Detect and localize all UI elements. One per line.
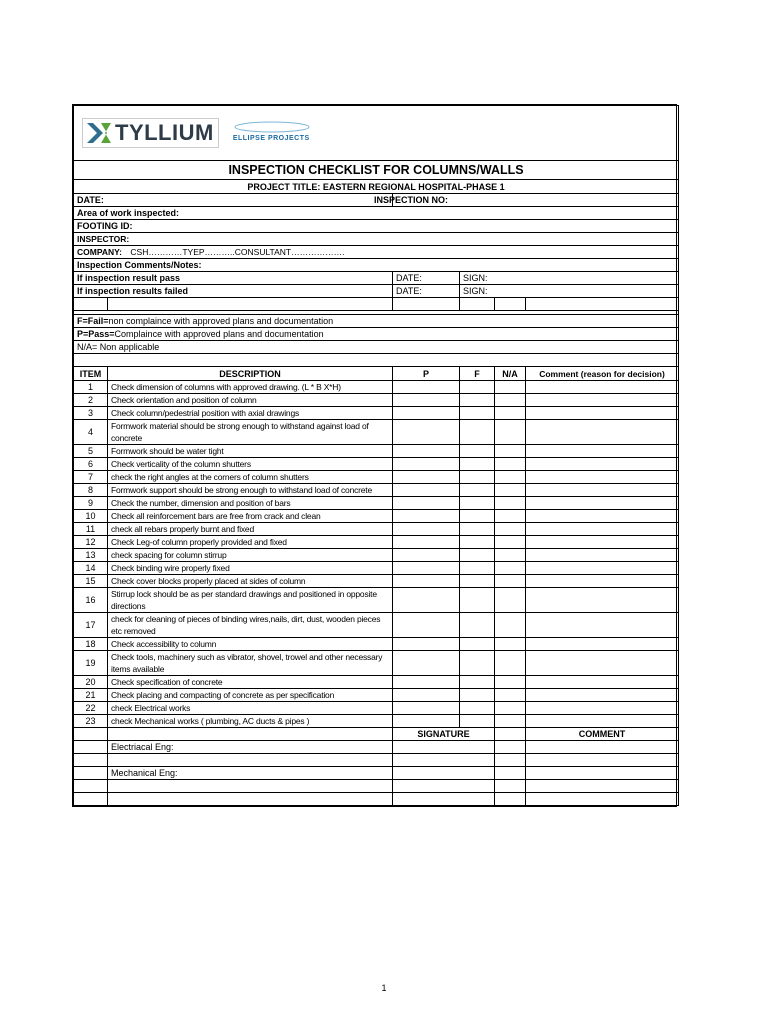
table-row	[74, 407, 679, 420]
pass-cell[interactable]	[393, 420, 460, 445]
item-description: Formwork support should be strong enough to withstand load of concrete	[108, 484, 393, 497]
footing-label: FOOTING ID:	[74, 220, 679, 233]
blank-row	[74, 298, 679, 311]
item-number: 13	[74, 549, 108, 562]
comment-cell[interactable]	[526, 445, 679, 458]
tyllium-logo	[82, 118, 219, 148]
item-number: 3	[74, 407, 108, 420]
page-number: 1	[381, 983, 387, 993]
header-fail: F	[460, 367, 495, 381]
item-number: 15	[74, 575, 108, 588]
comment-cell[interactable]	[526, 523, 679, 536]
pass-cell[interactable]	[393, 613, 460, 638]
comment-cell[interactable]	[526, 575, 679, 588]
pass-date-label: DATE:	[393, 272, 460, 285]
pass-cell[interactable]	[393, 588, 460, 613]
table-row	[74, 575, 679, 588]
fail-cell[interactable]	[460, 523, 495, 536]
header-na: N/A	[495, 367, 526, 381]
fail-cell[interactable]	[460, 471, 495, 484]
comment-cell[interactable]	[526, 420, 679, 445]
item-number: 10	[74, 510, 108, 523]
na-cell[interactable]	[495, 689, 526, 702]
pass-cell[interactable]	[393, 484, 460, 497]
comment-cell[interactable]	[526, 676, 679, 689]
item-number: 6	[74, 458, 108, 471]
na-cell[interactable]	[495, 562, 526, 575]
comment-cell[interactable]	[526, 510, 679, 523]
fail-cell[interactable]	[460, 536, 495, 549]
item-number: 5	[74, 445, 108, 458]
fail-date-label: DATE:	[393, 285, 460, 298]
item-description: Formwork should be water tight	[108, 445, 393, 458]
item-number: 1	[74, 381, 108, 394]
item-number: 21	[74, 689, 108, 702]
company-label: COMPANY:	[77, 247, 123, 257]
header-comment: Comment (reason for decision)	[526, 367, 679, 381]
table-row	[74, 676, 679, 689]
fail-cell[interactable]	[460, 407, 495, 420]
na-cell[interactable]	[495, 702, 526, 715]
item-description: check all rebars properly burnt and fixed	[108, 523, 393, 536]
pass-cell[interactable]	[393, 689, 460, 702]
item-description: check for cleaning of pieces of binding wires,nails, dirt, dust, wooden pieces etc removed	[108, 613, 393, 638]
item-description: Check column/pedestrial position with axial drawings	[108, 407, 393, 420]
mechanical-eng-label: Mechanical Eng:	[108, 767, 393, 780]
item-description: Check tools, machinery such as vibrator, shovel, trowel and other necessary items available	[108, 651, 393, 676]
item-description: Check orientation and position of column	[108, 394, 393, 407]
item-description: Check specification of concrete	[108, 676, 393, 689]
checklist-items	[74, 381, 679, 728]
area-label: Area of work inspected:	[74, 207, 679, 220]
electrical-row	[74, 741, 679, 754]
pass-cell[interactable]	[393, 562, 460, 575]
na-cell[interactable]	[495, 575, 526, 588]
ellipse-swoosh-icon	[233, 121, 311, 133]
na-cell[interactable]	[495, 445, 526, 458]
pass-cell[interactable]	[393, 715, 460, 728]
pass-cell[interactable]	[393, 445, 460, 458]
fail-result-label: If inspection results failed	[74, 285, 393, 298]
pass-cell[interactable]	[393, 523, 460, 536]
item-number: 23	[74, 715, 108, 728]
item-number: 22	[74, 702, 108, 715]
item-number: 12	[74, 536, 108, 549]
na-cell[interactable]	[495, 549, 526, 562]
pass-cell[interactable]	[393, 651, 460, 676]
na-cell[interactable]	[495, 536, 526, 549]
comment-cell[interactable]	[526, 651, 679, 676]
item-number: 9	[74, 497, 108, 510]
item-number: 19	[74, 651, 108, 676]
na-cell[interactable]	[495, 407, 526, 420]
comment-cell[interactable]	[526, 702, 679, 715]
inspection-sheet	[72, 104, 677, 807]
table-row	[74, 420, 679, 445]
table-row	[74, 549, 679, 562]
item-description: Formwork material should be strong enough to withstand against load of concrete	[108, 420, 393, 445]
table-header-row	[74, 367, 679, 381]
comment-cell[interactable]	[526, 484, 679, 497]
comment-cell[interactable]	[526, 588, 679, 613]
item-number: 11	[74, 523, 108, 536]
fail-cell[interactable]	[460, 420, 495, 445]
item-description: Check placing and compacting of concrete as per specification	[108, 689, 393, 702]
na-cell[interactable]	[495, 484, 526, 497]
pass-cell[interactable]	[393, 510, 460, 523]
item-description: Check dimension of columns with approved drawing. (L * B X*H)	[108, 381, 393, 394]
table-row	[74, 638, 679, 651]
table-row	[74, 613, 679, 638]
signoff-header-row	[74, 728, 679, 741]
na-cell[interactable]	[495, 471, 526, 484]
company-row	[74, 246, 679, 259]
signoff-comment-header: COMMENT	[526, 728, 679, 741]
fail-sign-label: SIGN:	[460, 285, 679, 298]
table-row	[74, 536, 679, 549]
comment-cell[interactable]	[526, 613, 679, 638]
pass-cell[interactable]	[393, 471, 460, 484]
comment-cell[interactable]	[526, 549, 679, 562]
pass-cell[interactable]	[393, 381, 460, 394]
company-value: CSH…………TYEP………..CONSULTANT……………….	[130, 247, 345, 257]
item-description: check the right angles at the corners of column shutters	[108, 471, 393, 484]
fail-cell[interactable]	[460, 562, 495, 575]
item-description: Check cover blocks properly placed at sides of column	[108, 575, 393, 588]
pass-cell[interactable]	[393, 549, 460, 562]
project-title: PROJECT TITLE: EASTERN REGIONAL HOSPITAL-PHASE 1	[74, 180, 679, 194]
comment-cell[interactable]	[526, 497, 679, 510]
table-row	[74, 445, 679, 458]
item-description: Check the number, dimension and position of bars	[108, 497, 393, 510]
na-cell[interactable]	[495, 394, 526, 407]
fail-cell[interactable]	[460, 689, 495, 702]
na-cell[interactable]	[495, 676, 526, 689]
comment-cell[interactable]	[526, 689, 679, 702]
na-cell[interactable]	[495, 651, 526, 676]
fail-cell[interactable]	[460, 445, 495, 458]
item-description: Check accessibility to column	[108, 638, 393, 651]
item-description: check Electrical works	[108, 702, 393, 715]
item-description: Check all reinforcement bars are free from crack and clean	[108, 510, 393, 523]
pass-cell[interactable]	[393, 394, 460, 407]
fail-cell[interactable]	[460, 549, 495, 562]
table-row	[74, 689, 679, 702]
na-cell[interactable]	[495, 613, 526, 638]
table-row	[74, 381, 679, 394]
item-number: 17	[74, 613, 108, 638]
comment-cell[interactable]	[526, 407, 679, 420]
tyllium-wordmark: TYLLIUM	[115, 120, 214, 145]
table-row	[74, 484, 679, 497]
comment-cell[interactable]	[526, 715, 679, 728]
inspection-no-label: INSPECTION NO:	[393, 194, 679, 207]
na-cell[interactable]	[495, 638, 526, 651]
tyllium-mark-icon	[87, 121, 115, 145]
comment-cell[interactable]	[526, 471, 679, 484]
electrical-eng-label: Electriacal Eng:	[108, 741, 393, 754]
mechanical-row	[74, 767, 679, 780]
table-row	[74, 562, 679, 575]
fail-cell[interactable]	[460, 702, 495, 715]
table-row	[74, 394, 679, 407]
header-item: ITEM	[74, 367, 108, 381]
item-description: Stirrup lock should be as per standard drawings and positioned in opposite directions	[108, 588, 393, 613]
na-cell[interactable]	[495, 588, 526, 613]
item-description: Check binding wire properly fixed	[108, 562, 393, 575]
signature-header: SIGNATURE	[393, 728, 495, 741]
comment-cell[interactable]	[526, 638, 679, 651]
fail-cell[interactable]	[460, 510, 495, 523]
item-number: 16	[74, 588, 108, 613]
fail-cell[interactable]	[460, 394, 495, 407]
fail-cell[interactable]	[460, 651, 495, 676]
na-cell[interactable]	[495, 510, 526, 523]
na-cell[interactable]	[495, 497, 526, 510]
table-row	[74, 523, 679, 536]
item-number: 20	[74, 676, 108, 689]
pass-cell[interactable]	[393, 497, 460, 510]
na-cell[interactable]	[495, 381, 526, 394]
item-number: 18	[74, 638, 108, 651]
table-row	[74, 588, 679, 613]
header-pass: P	[393, 367, 460, 381]
pass-sign-label: SIGN:	[460, 272, 679, 285]
fail-cell[interactable]	[460, 497, 495, 510]
comment-cell[interactable]	[526, 536, 679, 549]
table-row	[74, 715, 679, 728]
fail-cell[interactable]	[460, 484, 495, 497]
pass-cell[interactable]	[393, 536, 460, 549]
table-row	[74, 497, 679, 510]
fail-cell[interactable]	[460, 588, 495, 613]
ellipse-projects-logo	[233, 121, 311, 145]
fail-cell[interactable]	[460, 638, 495, 651]
legend-pass: P=Pass=Complaince with approved plans and documentation	[74, 328, 679, 341]
fail-cell[interactable]	[460, 381, 495, 394]
item-description: Check Leg-of column properly provided and fixed	[108, 536, 393, 549]
pass-cell[interactable]	[393, 676, 460, 689]
na-cell[interactable]	[495, 523, 526, 536]
table-row	[74, 510, 679, 523]
legend-na: N/A= Non applicable	[74, 341, 679, 354]
checklist-table	[73, 105, 679, 806]
page-title: INSPECTION CHECKLIST FOR COLUMNS/WALLS	[74, 161, 679, 180]
table-row	[74, 702, 679, 715]
pass-cell[interactable]	[393, 407, 460, 420]
item-description: check spacing for column stirrup	[108, 549, 393, 562]
comment-cell[interactable]	[526, 394, 679, 407]
fail-cell[interactable]	[460, 715, 495, 728]
pass-cell[interactable]	[393, 575, 460, 588]
item-number: 14	[74, 562, 108, 575]
fail-cell[interactable]	[460, 575, 495, 588]
pass-result-label: If inspection result pass	[74, 272, 393, 285]
comment-cell[interactable]	[526, 458, 679, 471]
date-label: DATE:	[74, 194, 393, 207]
table-row	[74, 471, 679, 484]
table-row	[74, 458, 679, 471]
item-number: 4	[74, 420, 108, 445]
pass-cell[interactable]	[393, 638, 460, 651]
item-number: 2	[74, 394, 108, 407]
spacer-row	[74, 354, 679, 367]
comment-cell[interactable]	[526, 562, 679, 575]
item-description: check Mechanical works ( plumbing, AC ducts & pipes )	[108, 715, 393, 728]
na-cell[interactable]	[495, 420, 526, 445]
fail-cell[interactable]	[460, 676, 495, 689]
na-cell[interactable]	[495, 458, 526, 471]
inspector-label: INSPECTOR:	[74, 233, 679, 246]
fail-cell[interactable]	[460, 458, 495, 471]
pass-cell[interactable]	[393, 458, 460, 471]
logo-header	[74, 106, 679, 161]
item-number: 8	[74, 484, 108, 497]
na-cell[interactable]	[495, 715, 526, 728]
fail-cell[interactable]	[460, 613, 495, 638]
header-description: DESCRIPTION	[108, 367, 393, 381]
ellipse-wordmark: ELLIPSE PROJECTS	[232, 135, 310, 142]
comments-label: Inspection Comments/Notes:	[74, 259, 679, 272]
table-row	[74, 651, 679, 676]
legend-fail: F=Fail=non complaince with approved plans and documentation	[74, 315, 679, 328]
pass-cell[interactable]	[393, 702, 460, 715]
comment-cell[interactable]	[526, 381, 679, 394]
item-number: 7	[74, 471, 108, 484]
item-description: Check verticality of the column shutters	[108, 458, 393, 471]
